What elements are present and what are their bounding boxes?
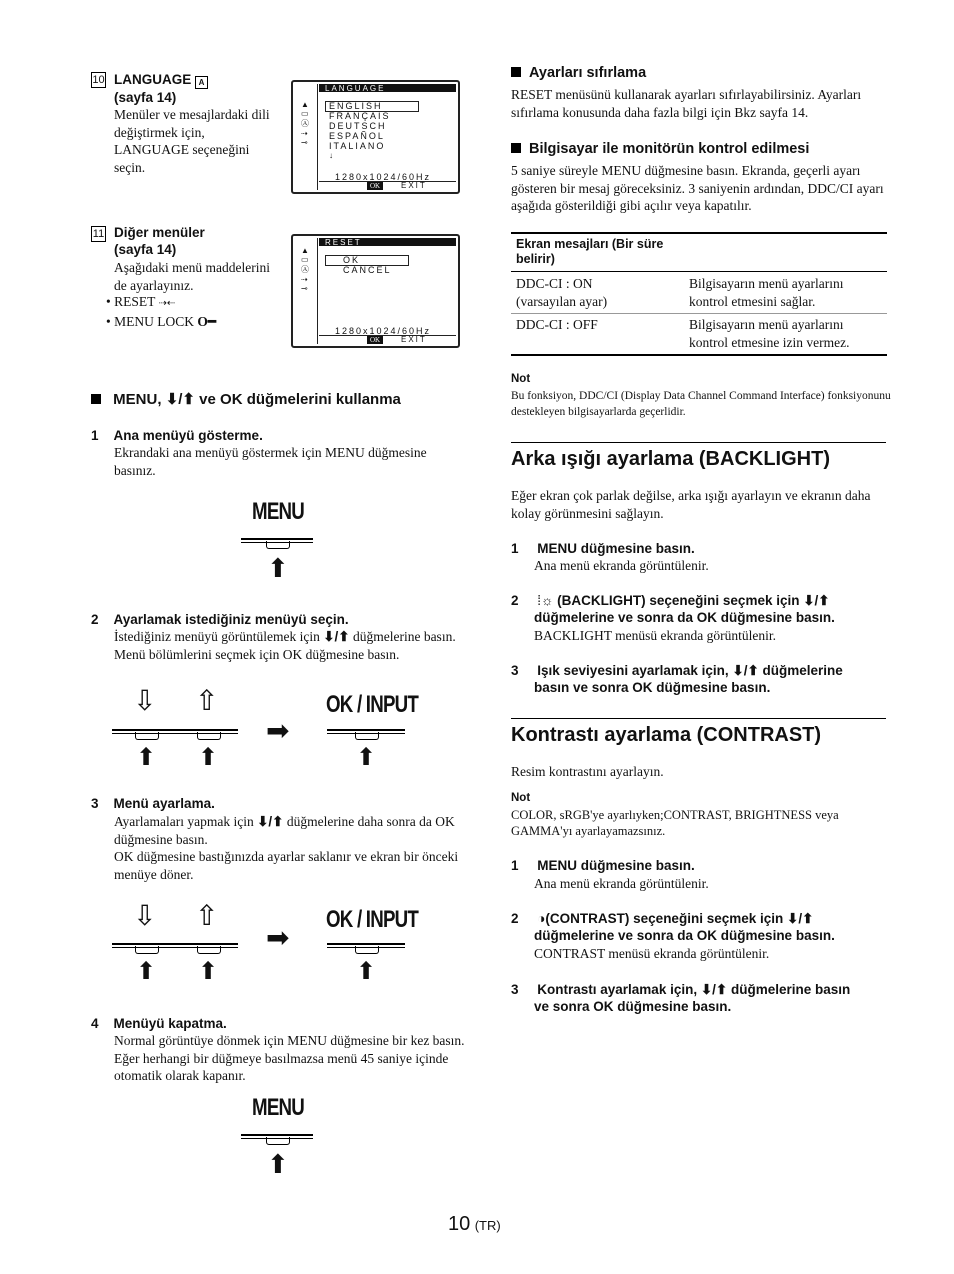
contrast-note-b: GAMMA'yı ayarlayamazsınız. xyxy=(511,824,666,838)
osd-item: FRANÇAIS xyxy=(329,111,391,121)
down-up-arrows-icon: ⬇/⬆ xyxy=(732,663,759,678)
section-menu-buttons xyxy=(91,390,401,408)
osd-ok: OK xyxy=(367,336,383,344)
osd-reset-items xyxy=(343,255,392,275)
step1-heading xyxy=(91,427,263,444)
step4-text: Normal görüntüye dönmek için MENU düğmesine bir kez basın. Eğer herhangi bir düğmeye basılmazsa menü 45 saniye içinde otomatik olarak kapanır. xyxy=(114,1033,465,1083)
up-button-shape xyxy=(197,946,221,954)
language-page: (sayfa 14) xyxy=(114,90,177,105)
pc-title: Bilgisayar ile monitörün kontrol edilmesi xyxy=(529,141,810,157)
language-icon: A xyxy=(195,76,208,89)
step2-heading xyxy=(91,611,349,628)
down-up-arrows-icon: ⬇/⬆ xyxy=(803,593,830,608)
step-title-b: düğmelerine ve sonra da OK düğmesine basın. xyxy=(534,610,835,625)
osd-item: ENGLISH xyxy=(329,101,383,111)
item-number: 10 xyxy=(92,74,105,86)
backlight-intro: Eğer ekran çok parlak değilse, arka ışığı ayarlayın ve ekranın daha kolay görünmesini sağlayın. xyxy=(511,488,871,521)
contrast-note xyxy=(511,807,891,839)
arrow-up-icon: ⬆ xyxy=(356,745,377,771)
step3-text-a: Ayarlamaları yapmak için xyxy=(114,814,254,829)
page-lang: (TR) xyxy=(474,1218,501,1233)
other-desc: Aşağıdaki menü maddelerini de ayarlayınız. xyxy=(114,260,270,293)
button-base xyxy=(327,943,405,945)
page-number: 10 xyxy=(448,1213,471,1235)
step-title: MENU düğmesine basın. xyxy=(537,858,695,873)
table-header-rule xyxy=(511,271,887,272)
other-page: (sayfa 14) xyxy=(114,242,177,257)
step4-heading xyxy=(91,1015,227,1032)
contrast-step1-text: Ana menü ekranda görüntülenir. xyxy=(534,876,709,891)
down-button-shape xyxy=(135,732,159,740)
square-bullet-icon xyxy=(511,143,521,153)
step-title-a: (BACKLIGHT) seçeneğini seçmek için xyxy=(557,593,800,608)
osd-sidebar xyxy=(295,238,318,344)
osd-ok: OK xyxy=(367,182,383,190)
backlight-step2-text: BACKLIGHT menüsü ekranda görüntülenir. xyxy=(534,628,776,643)
section-rule xyxy=(511,442,886,443)
osd-title: LANGUAGE xyxy=(319,84,456,92)
step-title: Menüyü kapatma. xyxy=(113,1016,227,1031)
backlight-icon: ⁞☼ xyxy=(537,593,554,608)
ok-input-button-label: OK / INPUT xyxy=(326,691,419,718)
button-base xyxy=(327,729,405,731)
square-bullet-icon xyxy=(91,394,101,404)
arrow-up-icon: ⬆ xyxy=(136,745,157,771)
table-bottom-rule xyxy=(511,354,887,356)
step-num: 2 xyxy=(91,612,99,627)
section-title-a: MENU, xyxy=(113,391,162,408)
language-title: LANGUAGE xyxy=(114,72,192,87)
step1-text: Ekrandaki ana menüyü göstermek için MENU düğmesine basınız. xyxy=(114,445,427,478)
reset-title: Ayarları sıfırlama xyxy=(529,65,647,81)
osd-exit: EXIT xyxy=(401,335,427,344)
osd-item: OK xyxy=(343,255,361,265)
pc-text: 5 saniye süreyle MENU düğmesine basın. Ekranda, geçerli ayarı gösteren bir mesaj göreceksiniz. 3 saniyenin ardından, DDC/CI ayarı aşağıda gösterildiği gibi açılır veya kapatılır. xyxy=(511,163,884,213)
contrast-intro: Resim kontrastını ayarlayın. xyxy=(511,764,664,779)
backlight-step1-text: Ana menü ekranda görüntülenir. xyxy=(534,558,709,573)
item-language xyxy=(91,70,106,88)
note-text: Bu fonksiyon, DDC/CI (Display Data Channel Command Interface) fonksiyonunu destekleyen bilgisayarlarda geçerlidir. xyxy=(511,390,891,418)
up-button-shape xyxy=(197,732,221,740)
down-up-arrows-icon: ⬇/⬆ xyxy=(700,982,728,997)
arrow-right-icon: ➡ xyxy=(266,923,290,954)
step-num: 3 xyxy=(91,796,99,811)
arrow-up-icon: ⬆ xyxy=(267,554,289,583)
button-base xyxy=(241,1134,313,1136)
contrast-title: Kontrastı ayarlama (CONTRAST) xyxy=(511,724,822,746)
reset-icon: ⇢⇠ xyxy=(158,298,176,309)
down-outline-arrow-icon: ⇩ xyxy=(133,901,157,932)
table-row xyxy=(516,275,607,310)
step3-text-b: düğmelerine daha sonra da OK düğmesine basın. xyxy=(114,814,455,847)
arrow-up-icon: ⬆ xyxy=(198,745,219,771)
item-number: 11 xyxy=(92,228,105,240)
down-up-arrows-icon: ⬇/⬆ xyxy=(787,911,814,926)
osd-language-screen xyxy=(291,80,460,194)
osd-language-items xyxy=(329,101,391,161)
reset-heading xyxy=(511,65,646,81)
note-label: Not xyxy=(511,792,531,804)
step-num: 4 xyxy=(91,1016,99,1031)
other-title: Diğer menüler xyxy=(114,225,205,240)
button-base xyxy=(112,943,238,945)
step-title: Menü ayarlama. xyxy=(113,796,215,811)
language-heading xyxy=(114,71,208,106)
step-title-b: düğmelerine ve sonra da OK düğmesine basın. xyxy=(534,928,835,943)
osd-reset-screen xyxy=(291,234,460,348)
backlight-step1: 1 MENU düğmesine basın. xyxy=(511,541,695,556)
ok-button-shape xyxy=(355,732,379,740)
step3-heading xyxy=(91,795,215,812)
other-heading xyxy=(114,224,205,258)
osd-side-icons: ▲ ▭ Ⓐ ⇢ ⊸ xyxy=(301,246,309,293)
step3-text-c: OK düğmesine bastığınızda ayarlar saklanır ve ekran bir önceki menüye döner. xyxy=(114,849,459,882)
key-icon: O━ xyxy=(197,313,216,329)
table-header: Ekran mesajları (Bir süre belirir) xyxy=(516,237,664,266)
section-rule xyxy=(511,718,886,719)
contrast-step3: 3 Kontrastı ayarlamak için, ⬇/⬆ düğmelerine basın ve sonra OK düğmesine basın. xyxy=(511,982,851,1014)
osd-bottom-bar xyxy=(319,335,456,344)
button-base xyxy=(112,729,238,731)
arrow-down-icon: ↓ xyxy=(329,151,335,160)
item-other xyxy=(91,224,106,242)
menu-button-label: MENU xyxy=(252,498,305,525)
up-outline-arrow-icon: ⇧ xyxy=(195,686,219,717)
osd-side-icons: ▲ ▭ Ⓐ ⇢ ⊸ xyxy=(301,100,309,147)
other-bullets xyxy=(106,293,216,330)
osd-item: ITALIANO xyxy=(329,141,386,151)
step3-text xyxy=(114,813,469,883)
step2-text-a: İstediğiniz menüyü görüntülemek için xyxy=(114,629,320,644)
osd-resolution: 1280x1024/60Hz xyxy=(335,326,432,336)
contrast-step1: 1 MENU düğmesine basın. xyxy=(511,858,695,873)
backlight-title: Arka ışığı ayarlama (BACKLIGHT) xyxy=(511,448,830,470)
down-up-arrows-icon: ⬇/⬆ xyxy=(165,391,195,408)
up-outline-arrow-icon: ⇧ xyxy=(195,901,219,932)
contrast-step2-text: CONTRAST menüsü ekranda görüntülenir. xyxy=(534,946,770,961)
step-title-a: Işık seviyesini ayarlamak için, xyxy=(537,663,729,678)
backlight-step3: 3 Işık seviyesini ayarlamak için, ⬇/⬆ düğmelerine basın ve sonra OK düğmesine basın. xyxy=(511,663,843,695)
contrast-note-a: COLOR, sRGB'ye ayarlıyken;CONTRAST, BRIGHTNESS veya xyxy=(511,808,839,822)
square-bullet-icon xyxy=(511,67,521,77)
osd-exit: EXIT xyxy=(401,181,427,190)
step2-text-b: düğmelerine basın. Menü bölümlerini seçmek için OK düğmesine basın. xyxy=(114,629,456,662)
down-outline-arrow-icon: ⇩ xyxy=(133,686,157,717)
osd-resolution: 1280x1024/60Hz xyxy=(335,172,432,182)
menu-button-shape xyxy=(266,1137,290,1145)
down-button-shape xyxy=(135,946,159,954)
table-cell-desc: Bilgisayarın menü ayarlarını kontrol etmesini sağlar. xyxy=(689,276,844,309)
osd-bottom-bar xyxy=(319,181,456,190)
note-label: Not xyxy=(511,373,531,385)
reset-text: RESET menüsünü kullanarak ayarları sıfırlayabilirsiniz. Ayarları sıfırlama konusunda daha fazla bilgi için Bkz sayfa 14. xyxy=(511,87,862,120)
backlight-step2: 2 ⁞☼ (BACKLIGHT) seçeneğini seçmek için ⬇/⬆ düğmelerine ve sonra da OK düğmesine basın. xyxy=(511,593,835,625)
table-cell-sub: (varsayılan ayar) xyxy=(516,293,608,309)
down-up-arrows-icon: ⬇/⬆ xyxy=(323,629,350,644)
table-cell-msg: DDC-CI : ON xyxy=(516,276,593,291)
ok-input-button-label: OK / INPUT xyxy=(326,906,419,933)
down-up-arrows-icon: ⬇/⬆ xyxy=(257,814,284,829)
table-top-rule xyxy=(511,232,887,234)
table-row xyxy=(516,316,598,334)
arrow-up-icon: ⬆ xyxy=(267,1150,289,1179)
osd-sidebar xyxy=(295,84,318,190)
arrow-up-icon: ⬆ xyxy=(356,959,377,985)
arrow-up-icon: ⬆ xyxy=(198,959,219,985)
step-title: MENU düğmesine basın. xyxy=(537,541,695,556)
step-title-a: Kontrastı ayarlamak için, xyxy=(537,982,698,997)
step2-text xyxy=(114,628,474,663)
page-footer xyxy=(448,1213,501,1236)
table-row-rule xyxy=(511,313,887,314)
language-desc: Menüler ve mesajlardaki dili değiştirmek için, LANGUAGE seçeneğini seçin. xyxy=(114,107,270,175)
contrast-step2: 2 ◑(CONTRAST) seçeneğini seçmek için ⬇/⬆ düğmelerine ve sonra da OK düğmesine basın. xyxy=(511,911,835,943)
pc-heading xyxy=(511,141,809,157)
ok-button-shape xyxy=(355,946,379,954)
step-title: Ana menüyü gösterme. xyxy=(113,428,263,443)
step-num: 1 xyxy=(91,428,99,443)
arrow-right-icon: ➡ xyxy=(266,716,290,747)
contrast-icon: ◑ xyxy=(537,911,546,926)
bullet-reset: • RESET ⇢⇠ xyxy=(106,294,176,309)
arrow-up-icon: ⬆ xyxy=(136,959,157,985)
menu-button-label: MENU xyxy=(252,1094,305,1121)
osd-item: DEUTSCH xyxy=(329,121,387,131)
table-cell-desc: Bilgisayarın menü ayarlarını kontrol etmesine izin vermez. xyxy=(689,317,850,350)
menu-button-shape xyxy=(266,541,290,549)
button-base xyxy=(241,538,313,540)
osd-item: ESPAÑOL xyxy=(329,131,385,141)
table-cell-msg: DDC-CI : OFF xyxy=(516,317,598,332)
step-title-a: (CONTRAST) seçeneğini seçmek için xyxy=(545,911,784,926)
bullet-menu-lock: • MENU LOCK O━ xyxy=(106,313,216,329)
bullet-lock-label: MENU LOCK xyxy=(114,313,194,329)
step-title: Ayarlamak istediğiniz menüyü seçin. xyxy=(113,612,349,627)
osd-item: CANCEL xyxy=(343,265,392,275)
section-title-b: ve OK düğmelerini kullanma xyxy=(199,391,401,408)
osd-title: RESET xyxy=(319,238,456,246)
bullet-reset-label: RESET xyxy=(114,294,156,309)
